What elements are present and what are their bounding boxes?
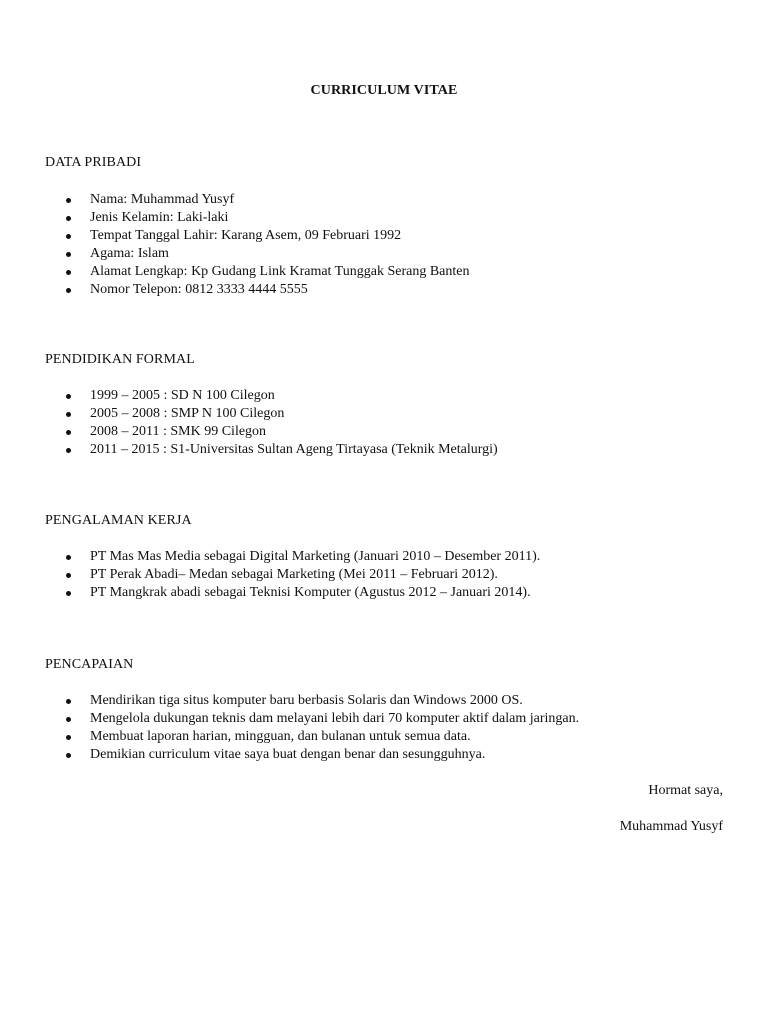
list-item xyxy=(45,441,498,459)
list-item-text: 2011 – 2015 : S1-Universitas Sultan Ageng Tirtayasa (Teknik Metalurgi) xyxy=(90,442,498,457)
bullet-icon xyxy=(66,573,71,578)
list-item xyxy=(45,405,498,423)
bullet-icon xyxy=(66,753,71,758)
list-item xyxy=(45,263,469,281)
list-item-text: 1999 – 2005 : SD N 100 Cilegon xyxy=(90,388,275,403)
list-pencapaian xyxy=(45,692,579,764)
list-item-text: PT Mangkrak abadi sebagai Teknisi Komputer (Agustus 2012 – Januari 2014). xyxy=(90,585,531,600)
list-pengalaman-kerja xyxy=(45,548,540,602)
bullet-icon xyxy=(66,394,71,399)
section-heading-pengalaman-kerja: PENGALAMAN KERJA xyxy=(45,513,192,528)
bullet-icon xyxy=(66,288,71,293)
list-item-text: Jenis Kelamin: Laki-laki xyxy=(90,210,229,225)
closing-salutation: Hormat saya, xyxy=(648,783,723,798)
list-item-text: PT Perak Abadi– Medan sebagai Marketing (Mei 2011 – Februari 2012). xyxy=(90,567,498,582)
list-item-text: 2005 – 2008 : SMP N 100 Cilegon xyxy=(90,406,285,421)
section-heading-pencapaian: PENCAPAIAN xyxy=(45,657,134,672)
list-item-text: Mendirikan tiga situs komputer baru berbasis Solaris dan Windows 2000 OS. xyxy=(90,693,523,708)
list-item xyxy=(45,191,469,209)
list-item xyxy=(45,209,469,227)
list-item xyxy=(45,548,540,566)
list-item xyxy=(45,584,540,602)
list-item xyxy=(45,423,498,441)
bullet-icon xyxy=(66,591,71,596)
list-item-text: PT Mas Mas Media sebagai Digital Marketing (Januari 2010 – Desember 2011). xyxy=(90,549,541,564)
list-item xyxy=(45,245,469,263)
list-item-text: 2008 – 2011 : SMK 99 Cilegon xyxy=(90,424,267,439)
list-pendidikan-formal xyxy=(45,387,498,459)
bullet-icon xyxy=(66,412,71,417)
list-item-text: Agama: Islam xyxy=(90,246,169,261)
bullet-icon xyxy=(66,735,71,740)
bullet-icon xyxy=(66,252,71,257)
bullet-icon xyxy=(66,234,71,239)
list-item-text: Nomor Telepon: 0812 3333 4444 5555 xyxy=(90,282,308,297)
list-item-text: Demikian curriculum vitae saya buat dengan benar dan sesungguhnya. xyxy=(90,747,486,762)
bullet-icon xyxy=(66,717,71,722)
list-item xyxy=(45,746,579,764)
section-heading-data-pribadi: DATA PRIBADI xyxy=(45,155,142,170)
document-title: CURRICULUM VITAE xyxy=(310,83,458,98)
bullet-icon xyxy=(66,216,71,221)
list-item-text: Tempat Tanggal Lahir: Karang Asem, 09 Februari 1992 xyxy=(90,228,402,243)
bullet-icon xyxy=(66,555,71,560)
bullet-icon xyxy=(66,270,71,275)
list-item xyxy=(45,566,540,584)
list-item-text: Alamat Lengkap: Kp Gudang Link Kramat Tunggak Serang Banten xyxy=(90,264,470,279)
list-item-text: Membuat laporan harian, mingguan, dan bulanan untuk semua data. xyxy=(90,729,471,744)
list-item xyxy=(45,710,579,728)
closing-signature-name: Muhammad Yusyf xyxy=(619,819,723,834)
list-data-pribadi xyxy=(45,191,469,299)
bullet-icon xyxy=(66,699,71,704)
list-item xyxy=(45,281,469,299)
list-item xyxy=(45,227,469,245)
list-item-text: Nama: Muhammad Yusyf xyxy=(90,192,235,207)
list-item xyxy=(45,387,498,405)
bullet-icon xyxy=(66,430,71,435)
bullet-icon xyxy=(66,198,71,203)
list-item xyxy=(45,692,579,710)
list-item-text: Mengelola dukungan teknis dam melayani lebih dari 70 komputer aktif dalam jaringan. xyxy=(90,711,580,726)
bullet-icon xyxy=(66,448,71,453)
section-heading-pendidikan-formal: PENDIDIKAN FORMAL xyxy=(45,352,195,367)
list-item xyxy=(45,728,579,746)
